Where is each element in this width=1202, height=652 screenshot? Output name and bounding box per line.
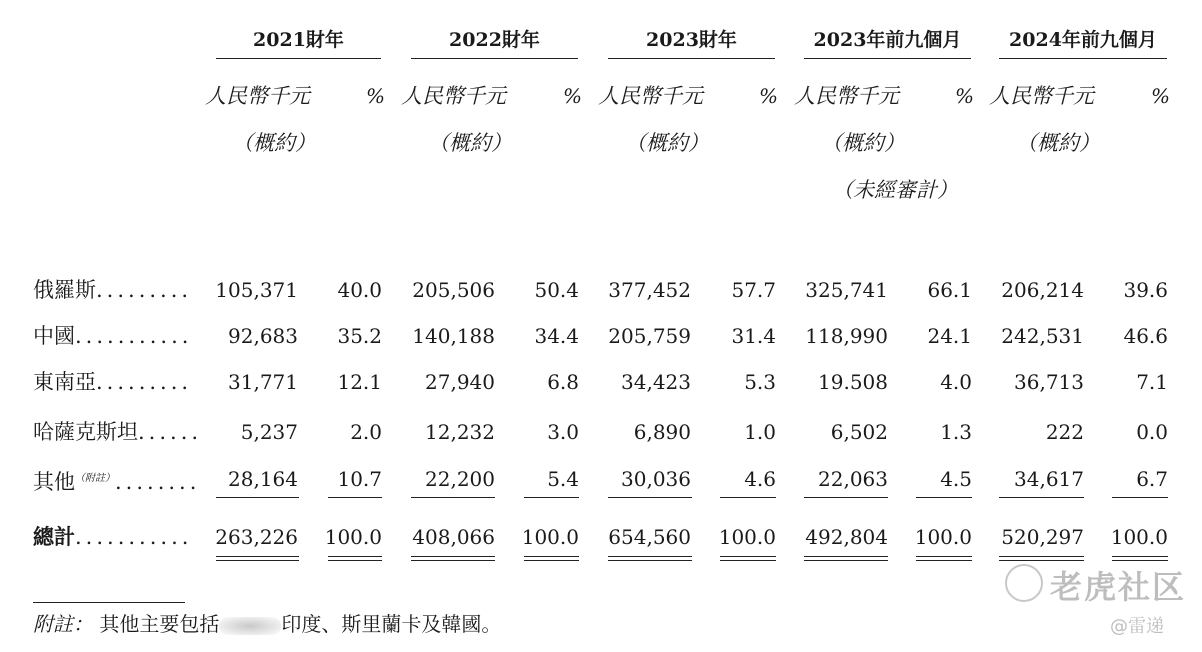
subtotal-rule [804,497,888,498]
total-double-rule [328,556,382,561]
total-cell: 100.0 [521,525,579,549]
year-header-2023-9m: 2023年前九個月 [813,29,962,51]
table-cell: 31.4 [731,324,776,348]
footnote-ref: （附註） [75,473,115,484]
watermark-brand: 老虎社区 [1050,568,1187,606]
total-double-rule [916,556,972,561]
pct-label: % [955,84,975,108]
table-cell: 36,713 [1014,370,1084,394]
header-rule [411,58,578,59]
subtotal-rule [999,497,1084,498]
footnote-label: 附註： [33,612,93,636]
total-double-rule [216,556,299,561]
table-cell: 34.4 [534,324,579,348]
pct-label: % [366,84,386,108]
total-double-rule [608,556,692,561]
tiger-logo-icon [1005,564,1043,602]
total-cell: 100.0 [1110,525,1168,549]
table-cell: 105,371 [215,278,298,302]
subtotal-rule [608,497,692,498]
table-cell: 325,741 [805,278,888,302]
row-label-russia: 俄羅斯......... [33,278,193,302]
total-cell: 100.0 [718,525,776,549]
table-cell: 3.0 [547,420,579,444]
subtotal-rule [720,497,776,498]
table-cell: 31,771 [228,370,298,394]
table-cell: 4.5 [940,467,972,491]
table-cell: 22,200 [425,467,495,491]
table-cell: 5,237 [240,420,298,444]
table-cell: 206,214 [1001,278,1084,302]
table-cell: 28,164 [228,467,298,491]
table-cell: 7.1 [1136,370,1168,394]
unit-label: 人民幣千元 [598,84,703,108]
table-cell: 4.0 [940,370,972,394]
total-double-rule [524,556,579,561]
table-cell: 242,531 [1001,324,1084,348]
subtotal-rule [524,497,579,498]
header-rule [216,58,381,59]
table-cell: 1.0 [744,420,776,444]
year-header-2024-9m: 2024年前九個月 [1009,29,1157,51]
subtotal-rule [216,497,299,498]
table-cell: 0.0 [1136,420,1168,444]
table-cell: 27,940 [425,370,495,394]
watermark-user: @雷递 [1110,616,1164,637]
footnote-text-after: 印度、斯里蘭卡及韓國。 [281,612,502,636]
total-cell: 100.0 [324,525,382,549]
table-cell: 6.8 [547,370,579,394]
table-cell: 39.6 [1123,278,1168,302]
table-cell: 1.3 [940,420,972,444]
table-cell: 19.508 [818,370,888,394]
row-label-southeast-asia: 東南亞......... [33,370,193,394]
header-rule [999,58,1167,59]
table-cell: 34,617 [1014,467,1084,491]
unit-label: 人民幣千元 [794,84,899,108]
row-label-others: 其他$^{(附註)}$........ [33,470,201,494]
table-cell: 222 [1045,420,1084,444]
footnote [33,611,501,637]
table-cell: 22,063 [818,467,888,491]
redacted-text [219,617,281,635]
year-header-2021: 2021財年 [253,29,344,51]
table-cell: 40.0 [337,278,382,302]
approx-label: （概約） [821,131,905,155]
unit-label: 人民幣千元 [205,84,310,108]
pct-label: % [759,84,779,108]
table-cell: 30,036 [621,467,691,491]
table-cell: 6.7 [1136,467,1168,491]
footnote-rule [33,602,185,603]
row-label-china: 中國........... [33,324,193,348]
table-cell: 24.1 [927,324,972,348]
unit-label: 人民幣千元 [401,84,506,108]
subtotal-rule [328,497,382,498]
table-cell: 5.4 [547,467,579,491]
total-cell: 263,226 [215,525,298,549]
total-cell: 100.0 [914,525,972,549]
footnote-text-before: 其他主要包括 [99,612,220,636]
total-double-rule [720,556,776,561]
total-double-rule [999,556,1084,561]
table-cell: 12.1 [337,370,382,394]
table-cell: 118,990 [805,324,888,348]
table-cell: 2.0 [350,420,382,444]
subtotal-rule [411,497,495,498]
table-cell: 377,452 [608,278,691,302]
subtotal-rule [1112,497,1168,498]
total-cell: 654,560 [608,525,691,549]
table-cell: 140,188 [412,324,495,348]
pct-label: % [1151,84,1171,108]
table-cell: 57.7 [731,278,776,302]
year-header-2023: 2023財年 [646,29,737,51]
pct-label: % [563,84,583,108]
total-double-rule [1112,556,1168,561]
total-double-rule [804,556,888,561]
table-cell: 4.6 [744,467,776,491]
header-rule [608,58,775,59]
table-cell: 12,232 [425,420,495,444]
approx-label: （概約） [428,131,512,155]
year-header-2022: 2022財年 [449,29,540,51]
approx-label: （概約） [1016,131,1100,155]
total-cell: 492,804 [805,525,888,549]
unaudited-label: （未經審計） [832,178,958,202]
row-label-kazakhstan: 哈薩克斯坦...... [33,420,203,444]
approx-label: （概約） [232,131,316,155]
subtotal-rule [916,497,972,498]
total-cell: 408,066 [412,525,495,549]
table-cell: 205,506 [412,278,495,302]
table-cell: 6,890 [633,420,691,444]
table-cell: 35.2 [337,324,382,348]
table-cell: 10.7 [337,467,382,491]
approx-label: （概約） [625,131,709,155]
total-cell: 520,297 [1001,525,1084,549]
unit-label: 人民幣千元 [989,84,1094,108]
table-cell: 5.3 [744,370,776,394]
table-cell: 92,683 [228,324,298,348]
row-label-total: 總計........... [33,524,193,549]
table-cell: 205,759 [608,324,691,348]
table-cell: 50.4 [534,278,579,302]
header-rule [804,58,971,59]
table-cell: 6,502 [830,420,888,444]
total-double-rule [411,556,495,561]
table-cell: 46.6 [1123,324,1168,348]
table-cell: 34,423 [621,370,691,394]
table-cell: 66.1 [927,278,972,302]
